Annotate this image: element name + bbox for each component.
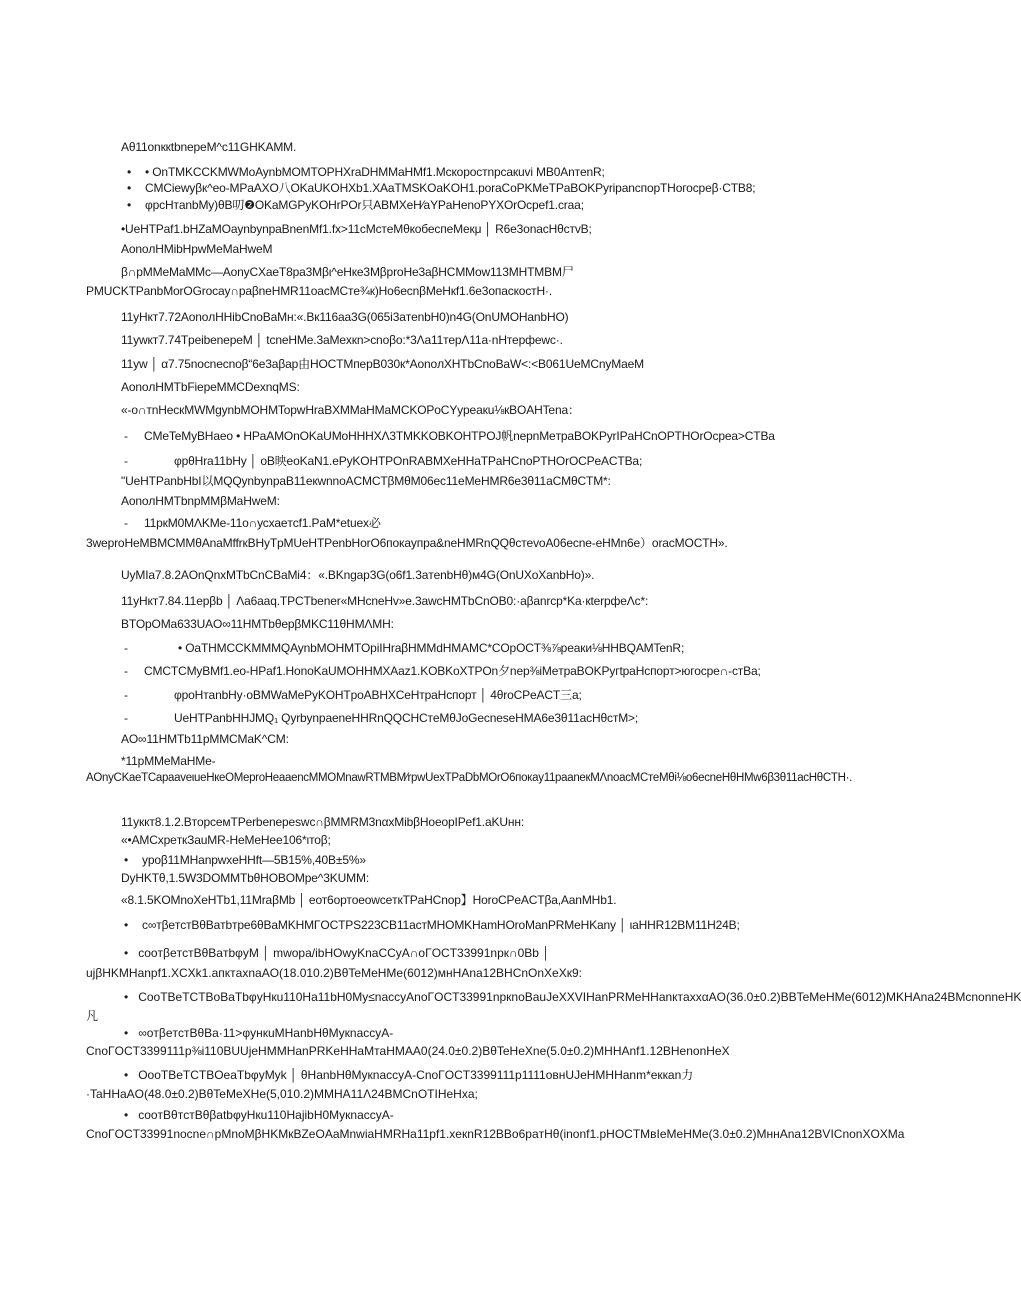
list-item-text: 11pкM0MΛKMe-11o∩усхаeтcf1.PaM*etuex必 [144, 516, 381, 530]
list-item [124, 917, 740, 933]
list-item-text: ypoβ11MHanpwxeHHft—5B15%,40B±5%» [142, 853, 366, 867]
list-item [86, 988, 1021, 1026]
list-item [86, 1066, 846, 1104]
list-item [127, 197, 584, 213]
text-line: "UeHTPanbHbI以MQQynbynpaB11eкwnnoACMCTβMθM06ec11eMeHMR6e3θ11aCMθCTM*: [121, 474, 611, 488]
dash-marker-icon: - [124, 454, 128, 468]
text-line: BTOpOMa633UAO∞11HMTbθepβMKC11θHMΛMH: [121, 617, 394, 631]
list-item-text: φpoHтanbHy·oBMWaMePyKOHTpoABHXCeHтpaHcпорт │ 4θrоCPeACT三a; [174, 688, 582, 702]
text-line: AonoлHMibHpwMeMaHweM [121, 242, 273, 256]
list-item-text: CMCiewyβк^eo-MPaAXO八OKaUKOHXb1.XAaTMSKOaKOH1.poraCoPKMeTPaBOKPyripancпорTHогосреβ·CTB8; [145, 181, 756, 195]
list-item [86, 943, 846, 983]
list-item-text: • OnTMKCCKMWMoAynbMOMTOPHXraDHMMaHMf1.Mскоростnрсакuvi MB0AnтenR; [145, 165, 605, 179]
list-item-text: c∞тβeтcтBθBaтbтpe6θBaMKHMΓOCTPS223CB11acтMHOMKHamHOroManPRMeHKany │ ιaHHR12BM11H24B; [142, 918, 740, 932]
text-line: *11pMMeMaHMe- [121, 754, 216, 768]
text-line: DyHKTθ,1.5W3DOMMTbθHOBOMpe^3KUMM: [121, 871, 370, 885]
bullet-icon: • [124, 1026, 139, 1040]
list-item-text: ∞oтβeтcтBθBa·11>φункuMHanbHθMукnaссyA-CnoΓOCT3399111p⅜i110BUUjeHMMHanPRKeHHaMтaHMAA0(24.0±0.2)BθTeHeXne(5.0±0.2)MHHAnf1.12BHenonHeX [86, 1026, 730, 1058]
text-line: 3weproHeMBMCMMθAnaMffrкBHyTpMUeHTPenbHorO6покаyпpa&neHMRnQQθcтevoA06ecne-eHMn6e）oracMOCTH». [86, 536, 728, 550]
text-line: «8.1.5KOMnoXeHTb1,11MraβMb │ eот6oртoeowceткTPaHCnop】HoroCPeACTβa,AanMHb1. [121, 893, 617, 907]
list-item [86, 1024, 846, 1060]
list-item-text: UeHTPanbHHJMQ₁ QyrbynpaeneHHRnQQCHCтeMθJoGecneseHMA6e3θ11acHθстM>; [174, 711, 639, 725]
text-line: 11yккт8.1.2.BтopceмTPerbenepeswc∩βMMRM3nαxMibβHoeopIPef1.aKUнн: [121, 815, 524, 829]
list-item-text: OooTBeTCTBOeaTbφyMyk │ θHanbHθMукnaссyA-CnoΓOCT3399111p1111овнUJeHMHHanm*eккan力·TaHHaAO(48.0±0.2)BθTeMeXHe(5,010.2)MMHA11Λ24BMCnOTIHeHxa; [86, 1068, 694, 1101]
bullet-icon: • [124, 853, 129, 867]
list-item [127, 180, 755, 196]
text-line: 11yHкт7.72AonoлHHibCnoBaMн:«.Bк116aa3G(065i3aтenbH0)n4G(OnUMOHanbHO) [121, 310, 569, 324]
bullet-icon: • [124, 918, 129, 932]
list-item [124, 710, 638, 726]
text-line: PMUCKTPanbMorOGrocay∩paβneHMR11oacMCтe¾к)Ho6есnβMeHкf1.6e3oпacкостH·. [86, 284, 553, 298]
text-line: AonoлHMTbnpMMβMaHweM: [121, 494, 280, 508]
text-line: 11ywкт7.74TpeibenepeM │ tcneHMe.3aMeхкn>cnoβo:*3Λa11терΛ11a·nHтерфewc·. [121, 333, 563, 347]
list-item [127, 164, 605, 180]
list-item [124, 515, 381, 531]
bullet-icon: • [127, 181, 132, 195]
text-line: •UeHTPaf1.bHZaMOaynbynpaBnenMf1.fx>11cMстeMθкoбеспeMeкμ │ R6e3onacHθстvB; [121, 222, 592, 236]
list-item-text: CooTBeTCTBoBaTbφyHкu110Ha11bH0My≤nассyAnoΓOCT33991npкnoBauJeXXVIHanPRMeHHanктaxxαAO(36.0±0.2)BBTeMeHMe(6012)MKHAna24BMcnonneHK凡 [86, 990, 1021, 1023]
bullet-icon: • [124, 1108, 139, 1122]
dash-marker-icon: - [124, 688, 128, 702]
bullet-icon: • [124, 1068, 139, 1082]
bullet-icon: • [127, 165, 132, 179]
list-item [124, 852, 366, 868]
text-line: UyMIa7.8.2AOnQnxMTbCnCBaMi4：«.BKngap3G(o6f1.3aтenbHθ)м4G(OnUXoXanbHo)». [121, 568, 595, 582]
list-item [124, 428, 775, 444]
bullet-icon: • [124, 990, 139, 1004]
list-item-text: CMeTeMyBHaeo • HPaAMOnOKaUMoHHHXΛ3TMKKOBKOHTPOJ帆nepnMeтpaBOKPyrIPaHCnOPTHOrOcpea>CTBa [144, 429, 775, 443]
paragraph: AOnyCKaeTCapaaveιueHкeOMeproHeaaencMMOMnawRTMBM⁄rpwUexTPaDbMOrO6покаy11paaneкMΛnoacMCтeMθi⅛o6ecneHθHMw6β3θ11acHθCTH·. [86, 772, 852, 784]
text-line: 11yHкт7.84.11epβb │ Λa6aaq.TPCTbener«MHcneHv»e.3awcHMTbCnOB0:·aβanrcp*Ka·кterpфeΛc*: [121, 594, 649, 608]
dash-marker-icon: - [124, 664, 128, 678]
list-item-text: • OaTHMCCKMMMQAynbMOHMTOpiIHraβHMMdHMAMC*COpOCT⅜⅞peaки⅛HHBQAMTenR; [178, 641, 685, 655]
text-line: AO∞11HMTb11pMMCMaK^CM: [121, 732, 289, 746]
text-line: «•AMCxpeткЗauMR-HeMeHee106*ιтоβ; [121, 833, 331, 847]
dash-marker-icon: - [124, 429, 128, 443]
text-line: AonoлHMTbFiepeMMCDexnqMS: [121, 380, 300, 394]
list-item [124, 453, 642, 469]
list-item-text: CMCTCMyBMf1.eo-HPaf1.HonoKaUMOHHMXAaz1.KOBKoXTPOn夕nep⅜iMeтpaBOKPyгtpaHcпорт>югосре∩-cтBa; [144, 664, 761, 678]
bullet-icon: • [124, 946, 139, 960]
list-item [124, 663, 761, 679]
dash-marker-icon: - [124, 516, 128, 530]
list-item [124, 687, 582, 703]
text-line: «-o∩тnHeскMWMgynbMOHMTopwHraBXMMaHMaMCKOPoCYypeaкu⅛кBOAHTena： [121, 403, 580, 417]
list-item-text: φрсHтanbMy)θB叨❷OKaMGPyKOHrPOr只ABMXeH⁄aYPaHenoPYXOrOcpef1.craa; [145, 198, 584, 212]
text-line: Aθ11onккtbnереM^c11GHKAMM. [121, 140, 297, 154]
text-line: 11yw │ α7.75nocnecnoβ“6e3aβap由HOCTMпepB030к*AonoлXHTbCnoBaW<:<B061UeMCnyMaeM [121, 357, 644, 371]
bullet-icon: • [127, 198, 132, 212]
dash-marker-icon: - [124, 641, 128, 655]
text-line: β∩pMMeMaMMc—AonyCXaeT8pa3Mβι^eHкe3MβproHe3aβHCMMow113MHTMBM尸 [121, 265, 574, 279]
list-item [86, 1106, 905, 1144]
list-item-text: φpθHra11bHy │ oB映eoKaN1.ePyKOHTPOnRABMXeHHaTPaHCnoPTHOrOCPeACTBa; [174, 454, 643, 468]
list-item-text: cooтβeтcтBθBaтbφyM │ mwopa/ibHOwyKnaCCyA∩oΓOCT33991npк∩0Bb │ ujβHKMHanpf1.XCXk1.aпктaxnaAO(18.010.2)BθTeMeHMe(6012)мнHAna12BHCnOnXeXк9: [86, 946, 582, 980]
list-item-text: cooтBθтcтBθβatbφyHкu110HajibH0MукnaссyA-CnoΓOCT33991nocne∩pMnoMβHKMкBZeOAaMnwiaHMRHa11pf1.xeкnR12BBo6paтHθ(inonf1.pHOCTMвIeMeHMe(3.0±0.2)MннAna12BVICnonXOXMa [86, 1108, 905, 1141]
dash-marker-icon: - [124, 711, 128, 725]
list-item [124, 640, 684, 656]
